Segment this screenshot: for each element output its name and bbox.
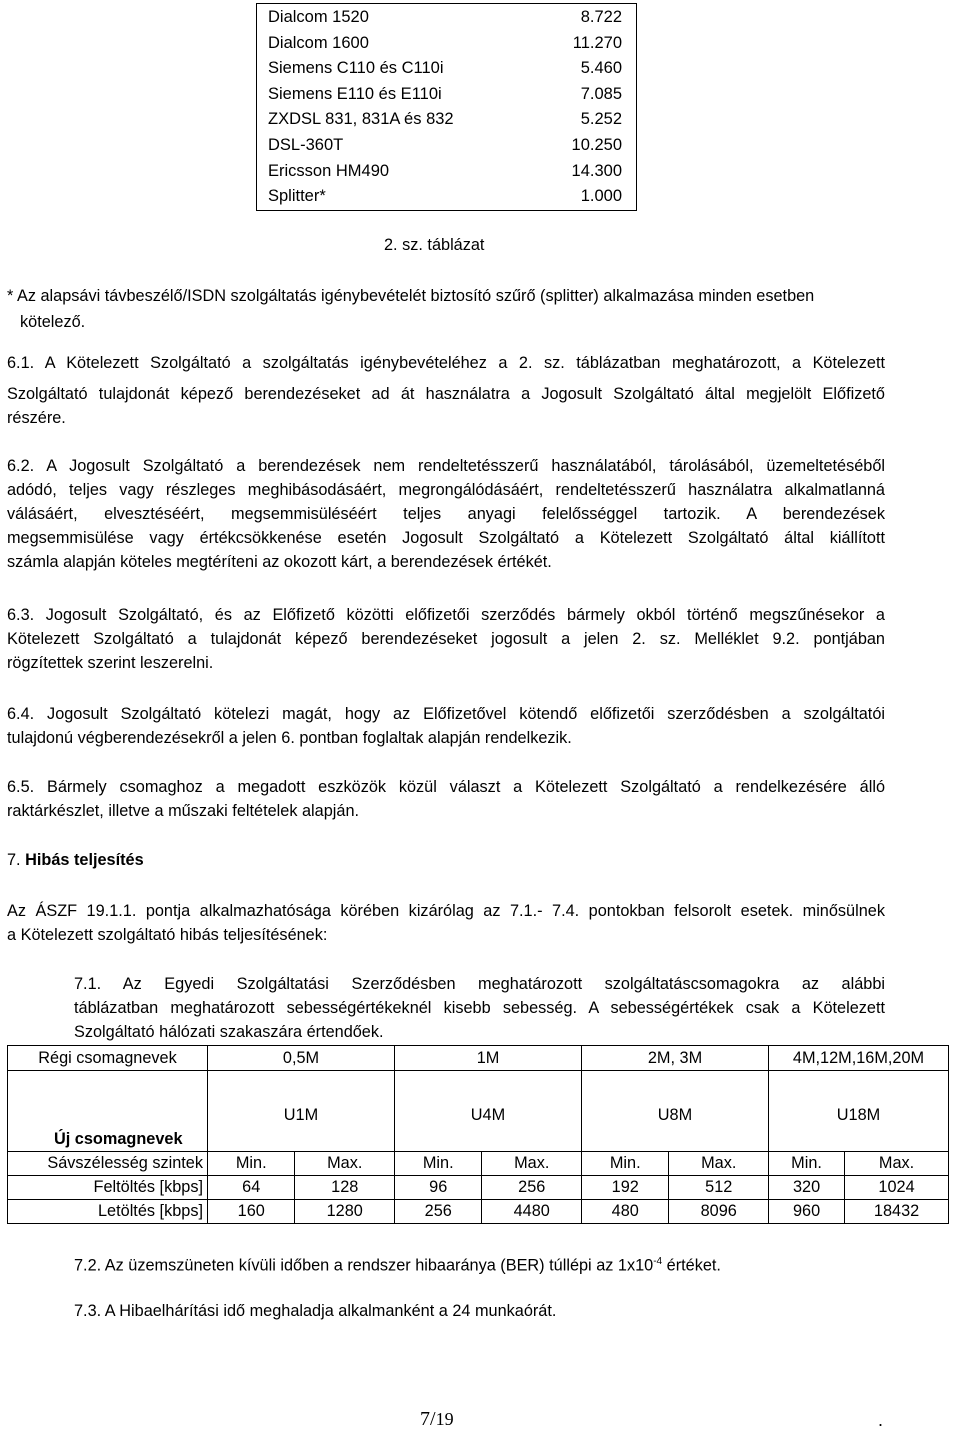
section-7-2: [74, 1250, 952, 1277]
section-6-3: [7, 603, 885, 675]
upload-cell: 320: [769, 1176, 845, 1200]
download-cell: 4480: [482, 1200, 582, 1224]
equipment-name: Siemens E110 és E110i: [268, 84, 442, 103]
equipment-name: DSL-360T: [268, 136, 344, 154]
heading-7: [7, 848, 885, 872]
section-6-2-line: 6.2. A Jogosult Szolgáltató a berendezések nem rendeltetésszerű használatából, tárolásából, üzemeltetéséből: [7, 457, 885, 475]
old-name-cell: 4M,12M,16M,20M: [769, 1046, 949, 1071]
table-row: [8, 1200, 949, 1224]
aszf-paragraph: [7, 899, 885, 947]
section-6-5: [7, 775, 885, 823]
equipment-price: 11.270: [572, 33, 622, 52]
upload-label: Feltöltés [kbps]: [8, 1176, 208, 1200]
list-item: [268, 106, 622, 132]
section-6-2-line: számla alapján köteles megtéríteni az okozott kárt, a berendezések értékét.: [7, 553, 552, 571]
list-item: [268, 81, 622, 107]
old-name-cell: 0,5M: [208, 1046, 395, 1071]
download-cell: 160: [208, 1200, 295, 1224]
new-name-cell: U1M: [208, 1071, 395, 1152]
section-6-3-line: 6.3. Jogosult Szolgáltató, és az Előfizető közötti előfizetői szerződés bármely okból történő megszűnésekor a: [7, 606, 885, 624]
aszf-line: a Kötelezett szolgáltató hibás teljesítésének:: [7, 926, 328, 944]
note-line-1: * Az alapsávi távbeszélő/ISDN szolgáltatás igénybevételét biztosító szűrő (splitter) alkalmazása minden esetben: [7, 287, 815, 305]
section-7-1-line: 7.1. Az Egyedi Szolgáltatási Szerződésben meghatározott szolgáltatáscsomagokra az alábbi: [74, 975, 885, 993]
equipment-price: 1.000: [580, 187, 622, 206]
upload-cell: 256: [482, 1176, 582, 1200]
list-item: [268, 55, 622, 81]
equipment-price: 10.250: [571, 136, 622, 154]
min-cell: Min.: [208, 1152, 295, 1176]
equipment-name: Ericsson HM490: [268, 161, 390, 180]
section-6-5-line: raktárkészlet, illetve a műszaki feltételek alapján.: [7, 802, 360, 820]
note-line-2: kötelező.: [20, 313, 86, 331]
upload-cell: 128: [295, 1176, 395, 1200]
min-cell: Min.: [769, 1152, 845, 1176]
section-6-1-line: részére.: [7, 409, 66, 427]
download-cell: 960: [769, 1200, 845, 1224]
table-row: [8, 1152, 949, 1176]
equipment-name: Siemens C110 és C110i: [268, 59, 444, 78]
equipment-name: Splitter*: [268, 187, 326, 206]
section-6-2-line: adódó, teljes vagy részleges meghibásodásáért, megrongálódásáért, rendeltetésszerű használatra alkalmatlanná: [7, 481, 885, 499]
upload-cell: 1024: [845, 1176, 949, 1200]
list-item: [268, 132, 622, 158]
download-cell: 480: [582, 1200, 669, 1224]
section-6-4: [7, 702, 885, 750]
upload-cell: 512: [669, 1176, 769, 1200]
list-item: [268, 183, 622, 209]
equipment-price: 5.252: [580, 110, 622, 129]
download-cell: 256: [395, 1200, 482, 1224]
section-7-1-line: táblázatban meghatározott sebességértékeknél kisebb sebesség. A sebességértékek csak a Kötelezett: [74, 999, 885, 1017]
page-current: 7/: [420, 1408, 436, 1430]
section-7-3: 7.3. A Hibaelhárítási idő meghaladja alkalmanként a 24 munkaórát.: [74, 1302, 557, 1320]
equipment-name: Dialcom 1520: [268, 8, 369, 26]
section-7-2-text: 7.2. Az üzemszüneten kívüli időben a rendszer hibaaránya (BER) túllépi az 1x10: [74, 1256, 654, 1275]
max-cell: Max.: [295, 1152, 395, 1176]
page-total: 19: [435, 1409, 454, 1429]
min-cell: Min.: [582, 1152, 669, 1176]
trailing-dot: .: [878, 1410, 884, 1430]
max-cell: Max.: [482, 1152, 582, 1176]
table-caption: 2. sz. táblázat: [384, 236, 485, 254]
download-cell: 8096: [669, 1200, 769, 1224]
list-item: [268, 158, 622, 184]
section-6-1-line: 6.1. A Kötelezett Szolgáltató a szolgáltatás igénybevételéhez a 2. sz. táblázatban meghatározott, a Kötelezett: [7, 354, 885, 372]
equipment-price: 14.300: [571, 161, 622, 180]
equipment-name: Dialcom 1600: [268, 33, 369, 52]
min-cell: Min.: [395, 1152, 482, 1176]
section-6-2-line: válásáért, elvesztéséért, megsemmisüléséért teljes anyagi felelősséggel tartozik. A berendezések: [7, 505, 885, 523]
equipment-name: ZXDSL 831, 831A és 832: [268, 110, 454, 129]
new-name-cell: U18M: [769, 1071, 949, 1152]
heading-7-number: 7.: [7, 851, 26, 869]
section-7-2-tail: értéket.: [662, 1256, 721, 1275]
aszf-line: Az ÁSZF 19.1.1. pontja alkalmazhatósága körében kizárólag az 7.1.- 7.4. pontokban felsorolt esetek. minősülnek: [7, 902, 885, 920]
speed-table: [7, 1045, 949, 1224]
list-item: [268, 30, 622, 56]
old-name-cell: 1M: [395, 1046, 582, 1071]
download-label: Letöltés [kbps]: [8, 1200, 208, 1224]
section-6-1: [7, 351, 885, 375]
section-6-1-line: Szolgáltató tulajdonát képező berendezéseket ad át használatra a Jogosult Szolgáltató által megjelölt Előfizető: [7, 385, 885, 403]
upload-cell: 96: [395, 1176, 482, 1200]
list-item: [268, 4, 622, 30]
band-label: Sávszélesség szintek: [8, 1152, 208, 1176]
section-6-3-line: Kötelezett Szolgáltató a tulajdonát képező berendezéseket jogosult a jelen 2. sz. Melléklet 9.2. pontjában: [7, 630, 885, 648]
upload-cell: 64: [208, 1176, 295, 1200]
new-name-cell: U8M: [582, 1071, 769, 1152]
section-6-2-line: megsemmisülése vagy értékcsökkenése esetén Jogosult Szolgáltató a Kötelezett Szolgáltató által kiállított: [7, 529, 885, 547]
equipment-price: 7.085: [580, 84, 622, 103]
section-6-4-line: 6.4. Jogosult Szolgáltató kötelezi magát, hogy az Előfizetővel kötendő előfizetői szerződésben a szolgáltatói: [7, 705, 885, 723]
new-name-cell: U4M: [395, 1071, 582, 1152]
old-name-cell: 2M, 3M: [582, 1046, 769, 1071]
page-number: [420, 1408, 454, 1431]
heading-7-title: Hibás teljesítés: [25, 851, 144, 869]
equipment-price: 8.722: [580, 8, 622, 26]
section-6-4-line: tulajdonú végberendezésekről a jelen 6. pontban foglaltak alapján rendelkezik.: [7, 729, 572, 747]
equipment-price: 5.460: [580, 59, 622, 78]
table-row: [8, 1071, 949, 1152]
section-7-1: [74, 972, 885, 1044]
section-6-1-cont: [7, 382, 885, 430]
max-cell: Max.: [845, 1152, 949, 1176]
table-row: [8, 1046, 949, 1071]
download-cell: 18432: [845, 1200, 949, 1224]
new-names-label: Új csomagnevek: [8, 1071, 208, 1152]
section-6-5-line: 6.5. Bármely csomaghoz a megadott eszközök közül választ a Kötelezett Szolgáltató a rendelkezésére álló: [7, 778, 885, 796]
download-cell: 1280: [295, 1200, 395, 1224]
table-row: [8, 1176, 949, 1200]
section-6-3-line: rögzítettek szerint leszerelni.: [7, 654, 214, 672]
max-cell: Max.: [669, 1152, 769, 1176]
section-7-2-exponent: -4: [653, 1256, 663, 1267]
section-7-1-line: Szolgáltató hálózati szakaszára értendőek.: [74, 1023, 384, 1041]
section-6-2: [7, 454, 885, 574]
old-names-label: Régi csomagnevek: [8, 1046, 208, 1071]
upload-cell: 192: [582, 1176, 669, 1200]
